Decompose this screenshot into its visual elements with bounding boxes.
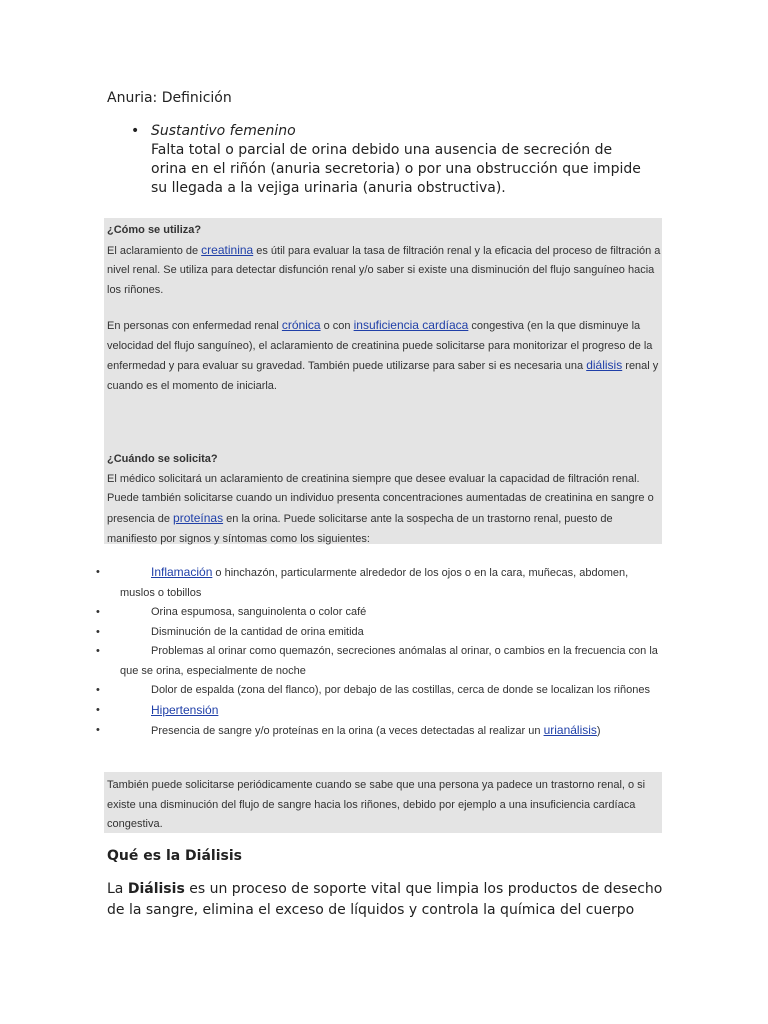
text-run: o con xyxy=(320,320,354,332)
text-run: renal y cuando es el momento de iniciarla. xyxy=(107,360,659,393)
text-run: es útil para evaluar la tasa de filtración renal y la eficacia del proceso de filtración a nivel renal. Se utiliza para detectar disfunción renal y/o saber si existe una disminución del flujo sanguíneo hacia los riñones. xyxy=(107,244,661,297)
symptom-text: Presencia de sangre y/o proteínas en la orina (a veces detectadas al realizar un xyxy=(151,725,544,737)
symptom-text: Disminución de la cantidad de orina emitida xyxy=(151,625,364,638)
dialisis-heading: Qué es la Diálisis xyxy=(107,848,242,864)
symptom-text: o hinchazón, particularmente alrededor de los ojos o en la cara, muñecas, abdomen, muslos o tobillos xyxy=(120,567,629,599)
bullet-icon: • xyxy=(96,625,100,638)
text-run: En personas con enfermedad renal xyxy=(107,320,282,332)
bullet-icon: • xyxy=(131,123,140,139)
text-run: El médico solicitará un aclaramiento de creatinina siempre que desee evaluar la capacidad de filtración renal. Puede también solicitarse cuando un individuo presenta concentraciones aumentadas de creatinina en sangre o presencia de xyxy=(107,472,654,526)
symptom-text: Problemas al orinar como quemazón, secreciones anómalas al orinar, o cambios en la frecuencia con la que se orina, especialmente de noche xyxy=(120,645,658,677)
bullet-icon: • xyxy=(96,724,100,736)
bullet-icon: • xyxy=(96,703,100,716)
usage-section xyxy=(107,221,663,301)
symptom-item xyxy=(96,721,666,742)
symptom-link[interactable]: Inflamación xyxy=(151,565,213,579)
symptom-item xyxy=(96,623,666,643)
insuficiencia-cardiaca-link[interactable]: insuficiencia cardíaca xyxy=(353,318,469,332)
periodic-paragraph: También puede solicitarse periódicamente cuando se sabe que una persona ya padece un trastorno renal, o si existe una disminución del flujo de sangre hacia los riñones, debido por ejemplo a una insuficiencia cardíaca congestiva. xyxy=(107,779,646,831)
definition-item xyxy=(131,122,651,198)
symptom-item xyxy=(96,701,666,722)
text-run: congestiva (en la que disminuye la velocidad del flujo sanguíneo), el aclaramiento de creatinina puede solicitarse para monitorizar el progreso de la enfermedad y para evaluar su gravedad. También puede utilizarse para saber si es necesaria una xyxy=(107,320,653,373)
cronica-link[interactable]: crónica xyxy=(281,318,321,332)
text-run: La xyxy=(107,881,128,897)
symptom-text: Dolor de espalda (zona del flanco), por debajo de las costillas, cerca de donde se localizan los riñones xyxy=(151,684,650,696)
symptoms-list xyxy=(96,563,666,742)
creatinina-link[interactable]: creatinina xyxy=(201,242,254,257)
symptom-text: ) xyxy=(596,725,601,737)
dialisis-paragraph xyxy=(107,879,667,921)
dialisis-link[interactable]: diálisis xyxy=(586,358,623,373)
request-heading: ¿Cuándo se solicita? xyxy=(107,453,218,465)
usage-heading: ¿Cómo se utiliza? xyxy=(107,224,202,236)
definition-list xyxy=(131,122,651,198)
symptom-item xyxy=(96,681,666,701)
bullet-icon: • xyxy=(96,606,100,618)
definition-text: Falta total o parcial de orina debido una ausencia de secreción de orina en el riñón (anuria secretoria) o por una obstrucción que impide su llegada a la vejiga urinaria (anuria obstructiva). xyxy=(151,142,641,196)
symptom-item xyxy=(96,603,666,623)
bullet-icon: • xyxy=(96,684,100,696)
page-title: Anuria: Definición xyxy=(107,90,232,106)
usage-paragraph-1 xyxy=(107,241,663,301)
bullet-icon: • xyxy=(96,566,100,578)
bold-term: Diálisis xyxy=(127,881,185,897)
part-of-speech: Sustantivo femenino xyxy=(151,123,296,139)
request-section xyxy=(107,450,663,550)
text-run: en la orina. Puede solicitarse ante la sospecha de un trastorno renal, puesto de manifiesto por signos y síntomas como los siguientes: xyxy=(107,513,613,545)
usage-paragraph-2 xyxy=(107,316,663,397)
text-run: es un proceso de soporte vital que limpia los productos de desecho de la sangre, elimina el exceso de líquidos y controla la química del cuerpo xyxy=(107,881,663,918)
proteinas-link[interactable]: proteínas xyxy=(173,511,224,526)
bullet-icon: • xyxy=(96,645,100,657)
symptom-item xyxy=(96,642,666,681)
text-run: El aclaramiento de xyxy=(107,244,202,257)
urianalisis-link[interactable]: urianálisis xyxy=(543,723,597,737)
symptom-item xyxy=(96,563,666,603)
hipertension-link[interactable]: Hipertensión xyxy=(151,702,219,717)
symptom-text: Orina espumosa, sanguinolenta o color café xyxy=(151,606,367,618)
request-paragraph xyxy=(107,470,663,550)
